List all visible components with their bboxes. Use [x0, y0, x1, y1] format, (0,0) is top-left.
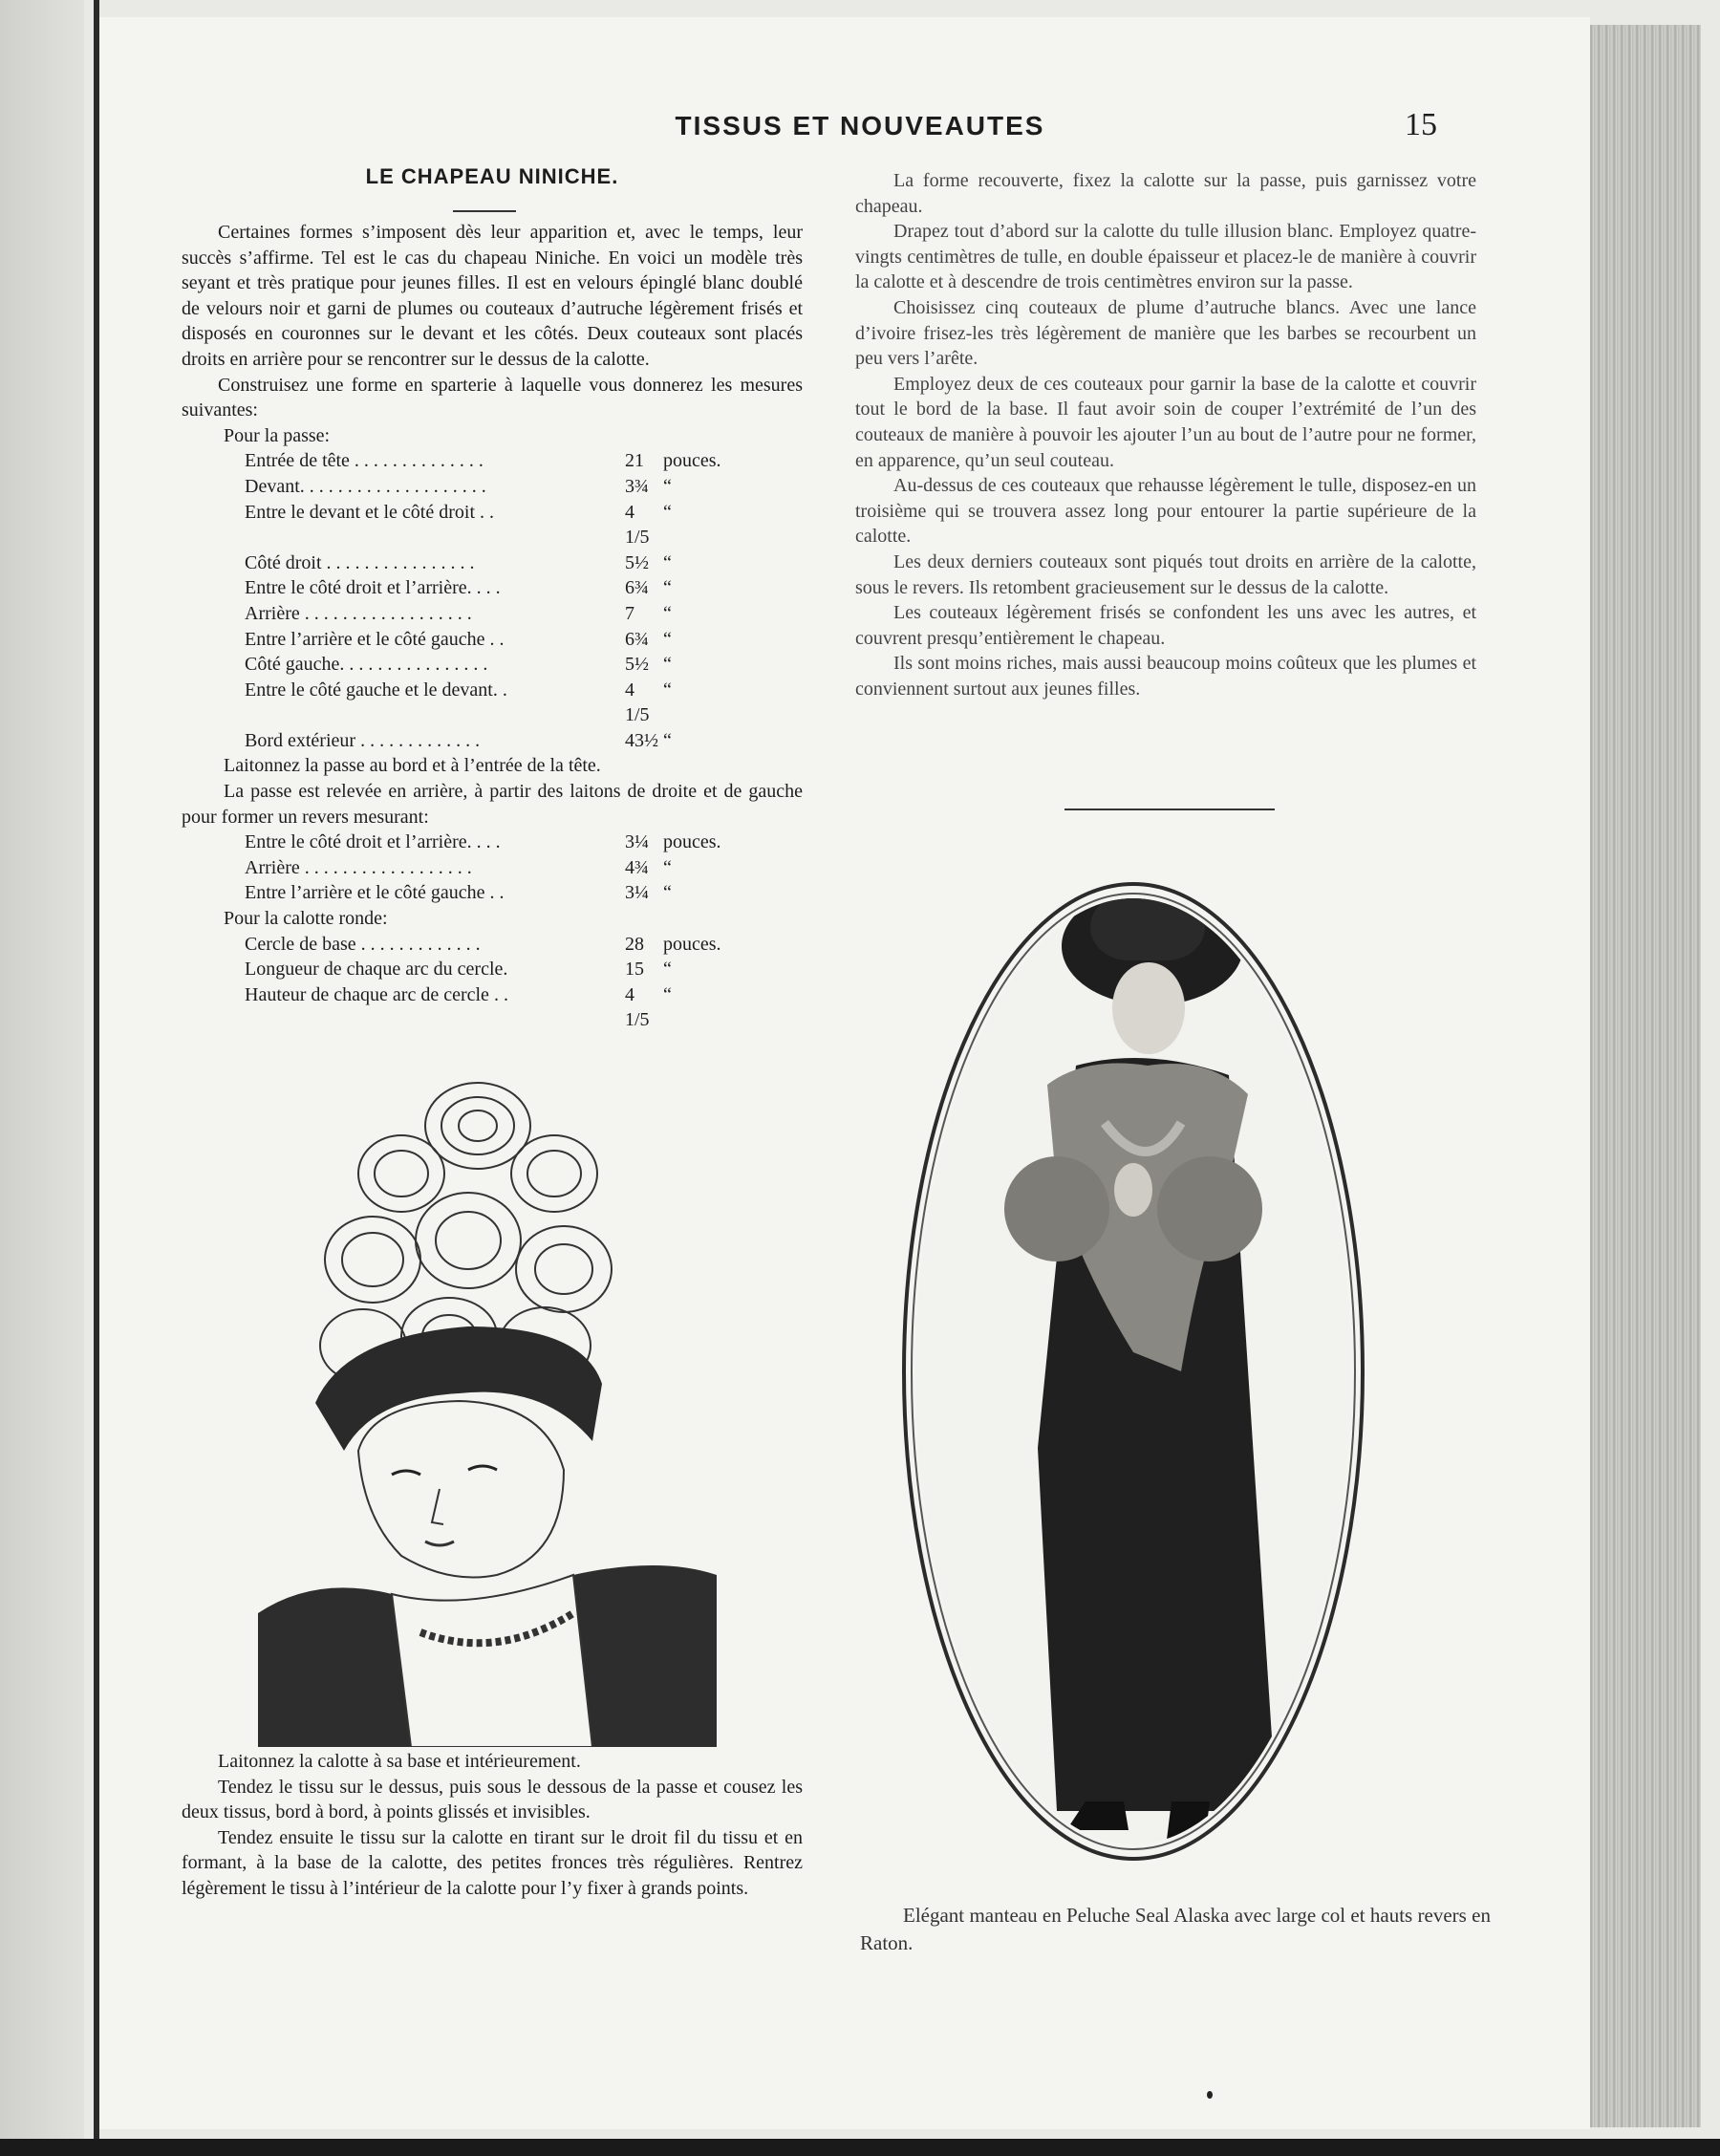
measure-unit: “ [663, 882, 672, 904]
construct-paragraph: Construisez une forme en sparterie à laquelle vous donnerez les mesures suivantes: [182, 374, 803, 421]
measure-label: Cercle de base . . . . . . . . . . . . . [245, 933, 481, 955]
measure-value: 3¼ [625, 882, 649, 904]
measure-value: 3¼ [625, 831, 649, 853]
measure-value: 15 [625, 959, 644, 981]
measure-label: Arrière . . . . . . . . . . . . . . . . . . [245, 602, 472, 624]
measure-value: 4 1/5 [625, 679, 650, 726]
measure-label: Entre le côté gauche et le devant. . [245, 679, 507, 701]
measure-value: 4 1/5 [625, 501, 650, 549]
measure-row [245, 500, 749, 550]
measure-row [245, 880, 749, 906]
measure-unit: “ [663, 475, 672, 497]
measure-row [245, 678, 749, 728]
measure-value: 6¾ [625, 577, 649, 599]
ink-dot [1207, 2091, 1213, 2099]
right-paragraph-1: La forme recouverte, fixez la calotte sur la passe, puis garnissez votre chapeau. [855, 170, 1476, 217]
measure-row [245, 474, 749, 500]
measure-value: 21 [625, 450, 644, 472]
bottom-paragraph-2: Tendez le tissu sur le dessus, puis sous le dessous de la passe et cousez les deux tissus, bord à bord, à points glissés et invisibles. [182, 1776, 803, 1823]
measure-value: 28 [625, 933, 644, 955]
measure-label: Entre l’arrière et le côté gauche . . [245, 628, 505, 650]
article-title: LE CHAPEAU NINICHE. [365, 164, 619, 188]
measure-unit: pouces. [663, 831, 721, 853]
measure-unit: “ [663, 729, 672, 751]
measure-value: 4¾ [625, 856, 649, 878]
measure-value: 7 [625, 602, 634, 624]
right-paragraph-5: Au-dessus de ces couteaux que rehausse légèrement le tulle, disposez-en un troisième qui se trouvera assez long pour entourer la partie supérieure de la calotte. [855, 475, 1476, 548]
measure-unit: “ [663, 856, 672, 878]
right-paragraph-3: Choisissez cinq couteaux de plume d’autruche blancs. Avec une lance d’ivoire frisez-les très légèrement de manière que les barbes se recourbent un peu vers l’arête. [855, 296, 1476, 370]
measure-label: Côté gauche. . . . . . . . . . . . . . . . [245, 654, 488, 676]
measure-row [245, 652, 749, 678]
right-paragraph-8: Ils sont moins riches, mais aussi beaucoup moins coûteux que les plumes et conviennent surtout aux jeunes filles. [855, 653, 1476, 700]
measure-unit: “ [663, 501, 672, 523]
laitonnez-passe-paragraph: Laitonnez la passe au bord et à l’entrée de la tête. [224, 755, 601, 777]
bottom-left-column [182, 1749, 803, 1902]
measure-value: 5½ [625, 654, 649, 676]
right-paragraph-2: Drapez tout d’abord sur la calotte du tulle illusion blanc. Employez quatre-vingts centimètres de tulle, en double épaisseur et placez-le de manière à couvrir la calotte et à descendre de trois centimètres environ sur la passe. [855, 221, 1476, 293]
right-paragraph-4: Employez deux de ces couteaux pour garnir la base de la calotte et couvrir tout le bord de la base. Il faut avoir soin de couper l’extrémité de l’un des couteaux de manière à pouvoir les ajouter l’un au bout de l’autre pour ne former, en apparence, qu’un seul couteau. [855, 373, 1476, 471]
measure-row [245, 957, 749, 982]
measure-unit: “ [663, 654, 672, 676]
photo-caption [860, 1902, 1491, 1957]
revers-measure-table [245, 830, 749, 906]
page-stack-edge [1586, 25, 1701, 2127]
measure-row [245, 982, 749, 1033]
measure-label: Arrière . . . . . . . . . . . . . . . . . . [245, 856, 472, 878]
measure-row [245, 448, 749, 474]
book-gutter [0, 0, 99, 2156]
measure-unit: pouces. [663, 933, 721, 955]
measure-label: Entre l’arrière et le côté gauche . . [245, 882, 505, 904]
measure-label: Bord extérieur . . . . . . . . . . . . . [245, 729, 481, 751]
passe-measure-table [245, 448, 749, 753]
measure-row [245, 830, 749, 855]
measure-unit: “ [663, 983, 672, 1005]
intro-paragraph: Certaines formes s’imposent dès leur apparition et, avec le temps, leur succès s’affirme. Tel est le cas du chapeau Niniche. En voici un modèle très seyant et très pratique pour jeunes filles. Il est en velours épinglé blanc doublé de velours noir et garni de plumes ou couteaux d’autruche légèrement frisés et disposés en couronnes sur le devant et les côtés. Deux couteaux sont placés droits en arrière pour se rencontrer sur le dessus de la calotte. [182, 222, 803, 370]
passe-relevee-paragraph: La passe est relevée en arrière, à partir des laitons de droite et de gauche pour former un revers mesurant: [182, 781, 803, 828]
calotte-measure-table [245, 932, 749, 1033]
measure-label: Entre le côté droit et l’arrière. . . . [245, 577, 501, 599]
measure-value: 6¾ [625, 628, 649, 650]
measure-value: 4 1/5 [625, 983, 650, 1031]
measure-value: 5½ [625, 551, 649, 573]
measure-row [245, 627, 749, 653]
passe-heading: Pour la passe: [224, 424, 331, 446]
measure-label: Entre le côté droit et l’arrière. . . . [245, 831, 501, 853]
running-title: TISSUS ET NOUVEAUTES [675, 111, 1045, 140]
page-number: 15 [1405, 107, 1437, 142]
measure-unit: “ [663, 628, 672, 650]
measure-row [245, 855, 749, 881]
hat-illustration [258, 1040, 736, 1747]
measure-unit: “ [663, 959, 672, 981]
measure-unit: “ [663, 679, 672, 701]
measure-row [245, 728, 749, 754]
measure-label: Entre le devant et le côté droit . . [245, 501, 495, 523]
photo-caption-text: Elégant manteau en Peluche Seal Alaska avec large col et hauts revers en Raton. [860, 1904, 1491, 1954]
measure-label: Hauteur de chaque arc de cercle . . [245, 983, 508, 1005]
bottom-paragraph-1: Laitonnez la calotte à sa base et intérieurement. [218, 1751, 581, 1772]
oval-photograph [894, 874, 1372, 1868]
calotte-heading: Pour la calotte ronde: [224, 908, 388, 930]
bottom-paragraph-3: Tendez ensuite le tissu sur la calotte en tirant sur le droit fil du tissu et en formant, à la base de la calotte, des petites fronces très régulières. Rentrez légèrement le tissu à l’intérieur de la calotte pour l’y fixer à grands points. [182, 1826, 803, 1899]
measure-label: Entrée de tête . . . . . . . . . . . . . . [245, 450, 484, 472]
measure-unit: “ [663, 577, 672, 599]
measure-label: Longueur de chaque arc du cercle. [245, 959, 508, 981]
measure-row [245, 550, 749, 576]
measure-row [245, 575, 749, 601]
measure-label: Côté droit . . . . . . . . . . . . . . . . [245, 551, 475, 573]
section-divider [1064, 808, 1275, 810]
measure-row [245, 932, 749, 958]
right-paragraph-7: Les couteaux légèrement frisés se confondent les uns avec les autres, et couvrent presqu’entièrement le chapeau. [855, 602, 1476, 649]
measure-value: 3¾ [625, 475, 649, 497]
right-column [855, 168, 1476, 701]
measure-unit: “ [663, 602, 672, 624]
measure-row [245, 601, 749, 627]
measure-value: 43½ [625, 729, 658, 751]
title-divider [453, 210, 516, 212]
measure-unit: “ [663, 551, 672, 573]
right-paragraph-6: Les deux derniers couteaux sont piqués tout droits en arrière de la calotte, sous le revers. Ils retombent gracieusement sur le dessus de la calotte. [855, 550, 1476, 598]
measure-unit: pouces. [663, 450, 721, 472]
left-column [182, 220, 803, 1033]
scan-bottom-edge [0, 2139, 1720, 2156]
measure-label: Devant. . . . . . . . . . . . . . . . . . . . [245, 475, 486, 497]
